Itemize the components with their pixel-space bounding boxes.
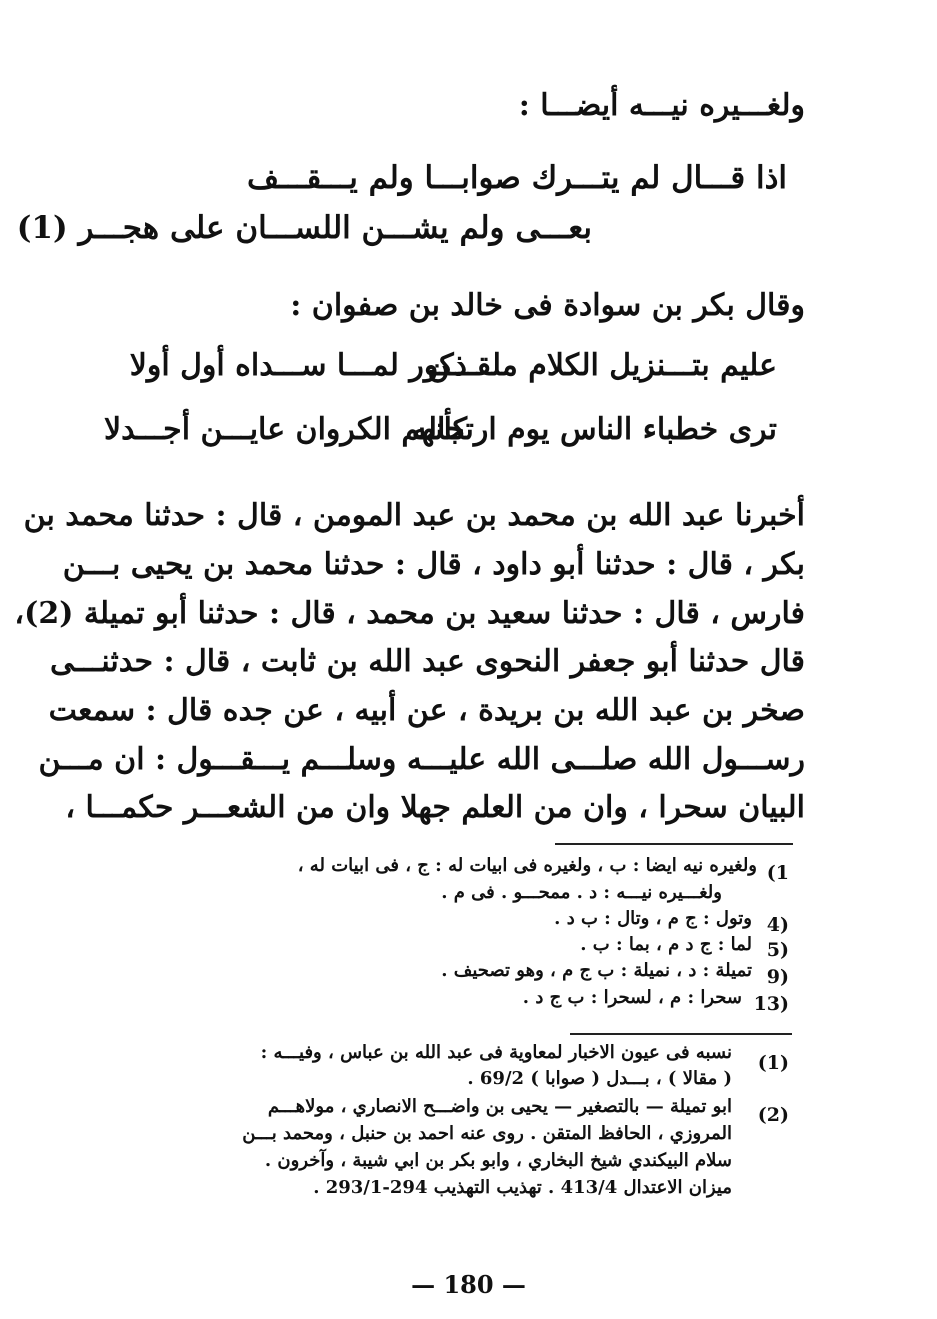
variant-text: تميلة : د ، نميلة : ب ج م ، وهو تصحيف . xyxy=(441,960,752,981)
variant-number: (1 xyxy=(766,862,789,884)
footnote-text: ابو تميلة — بالتصغير — يحيى بن واضـــح الانصاري ، مولاهـــم xyxy=(267,1096,732,1117)
page-number: — 180 — xyxy=(411,1270,526,1299)
variant-number: 13) xyxy=(753,993,789,1015)
footnote-number: (2) xyxy=(757,1104,789,1126)
verse-line: بعـــى ولم يشـــن اللســـان على هجـــر (1) xyxy=(16,210,592,246)
verse-line: اذا قـــال لم يتـــرك صوابـــا ولم يـــقـــف xyxy=(247,160,787,196)
variant-text: ولغيره نيه ايضا : ب ، ولغيره فى ابيات له : ج ، فى ابيات له ، xyxy=(297,855,757,876)
variant-text: سحرا : م ، لسحرا : ب ج د . xyxy=(522,987,742,1008)
variant-number: 9) xyxy=(766,966,789,988)
verse-hemistich: ترى خطباء الناس يوم ارتجاله xyxy=(411,412,777,447)
verse-hemistich: عليم بتـــنزيل الكلام ملقـــن xyxy=(427,348,777,383)
prose-line: البيان سحرا ، وان من العلم جهلا وان من الشعـــر حكمـــا ، xyxy=(65,790,805,825)
intro-line: وقال بكر بن سوادة فى خالد بن صفوان : xyxy=(290,288,805,323)
variant-text: وتول : ج م ، وتال : ب د . xyxy=(554,908,752,929)
prose-line: أخبرنا عبد الله بن محمد بن عبد المومن ، قال : حدثنا محمد بن xyxy=(23,498,805,533)
footnote-text: ميزان الاعتدال 413/4 . تهذيب التهذيب 294-293/1 . xyxy=(313,1177,732,1198)
footnote-text: ( مقالا ) ، بـــدل ( صوابا ) 69/2 . xyxy=(467,1068,732,1089)
verse-hemistich: ذكور لمـــا ســـداه أول أولا xyxy=(129,348,467,383)
variant-number: 4) xyxy=(766,914,789,936)
prose-line: صخر بن عبد الله بن بريدة ، عن أبيه ، عن جده قال : سمعت xyxy=(48,693,805,728)
footnote-divider xyxy=(555,843,793,845)
variant-number: 5) xyxy=(766,939,789,961)
footnote-text: المروزي ، الحافظ المتقن . روى عنه احمد بن حنبل ، ومحمد بـــن xyxy=(242,1123,732,1144)
footnote-number: (1) xyxy=(757,1052,789,1074)
prose-line: بكر ، قال : حدثنا أبو داود ، قال : حدثنا محمد بن يحيى بـــن xyxy=(62,547,805,582)
prose-line: فارس ، قال : حدثنا سعيد بن محمد ، قال : حدثنا أبو تميلة (2)، xyxy=(14,596,805,631)
footnote-divider xyxy=(570,1033,792,1035)
footnote-text: سلام البيكندي شيخ البخاري ، وابو بكر بن ابي شيبة ، وآخرون . xyxy=(264,1150,732,1171)
footnote-text: نسبه فى عيون الاخبار لمعاوية فى عبد الله بن عباس ، وفيـــه : xyxy=(260,1042,732,1063)
variant-text: ولغـــيره نيـــه : د . ممحـــو . فى م . xyxy=(441,882,722,903)
section-heading: ولغـــيره نيـــه أيضـــا : xyxy=(518,88,805,123)
verse-hemistich: كأنهم الكروان عايـــن أجـــدلا xyxy=(103,412,467,447)
prose-line: رســـول الله صلـــى الله عليـــه وسلـــم يـــقـــول : ان مـــن xyxy=(38,742,805,777)
variant-text: لما : ج د م ، بما : ب . xyxy=(580,934,752,955)
prose-line: قال حدثنا أبو جعفر النحوى عبد الله بن ثابت ، قال : حدثنـــى xyxy=(49,644,805,679)
